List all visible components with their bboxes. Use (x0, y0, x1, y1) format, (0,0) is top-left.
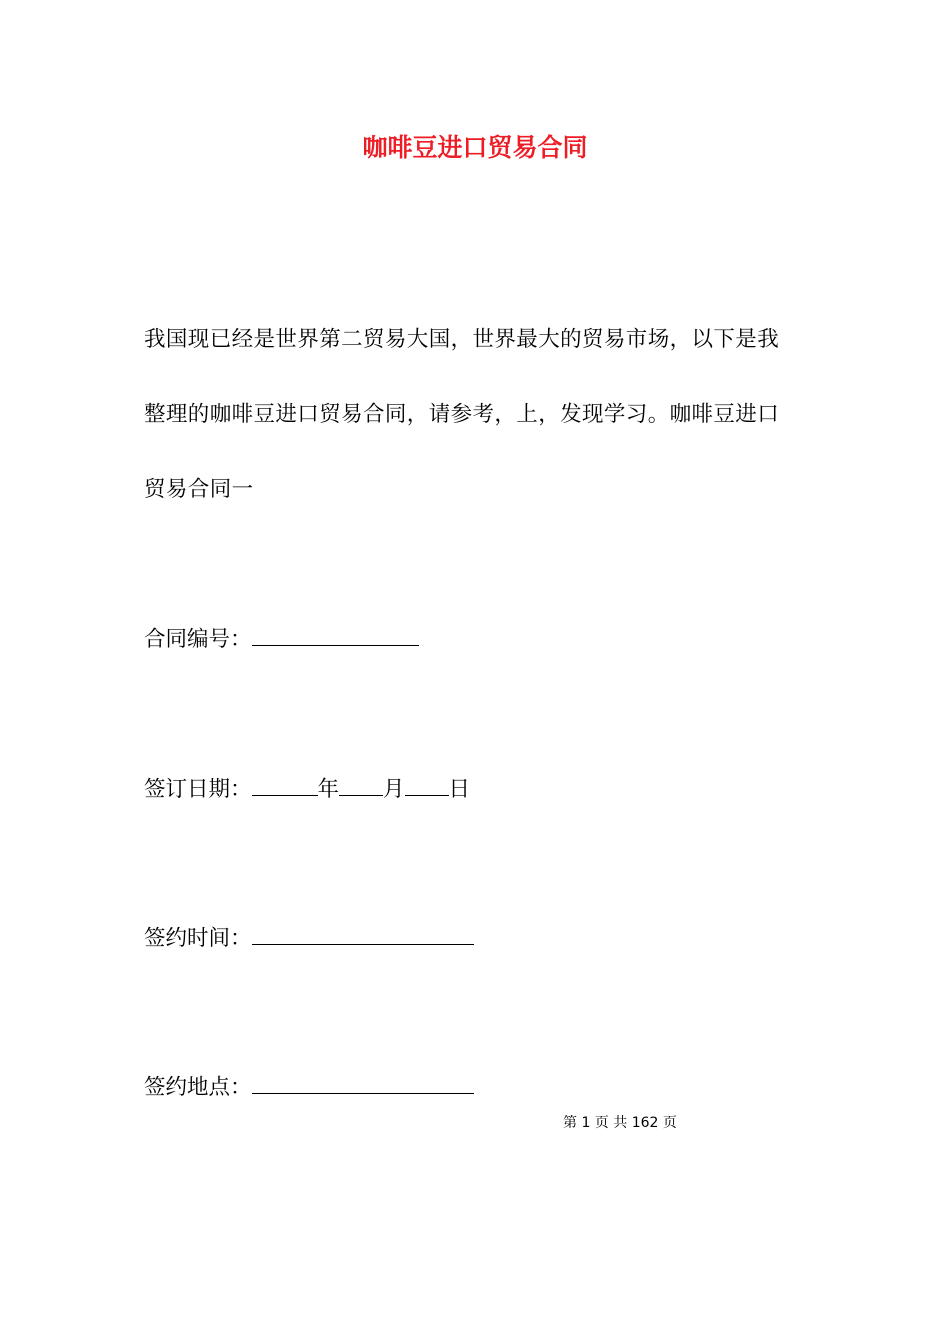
month-label: 月 (383, 777, 405, 802)
intro-line-3: 贸易合同一 (144, 477, 254, 502)
sign-date-label: 签订日期： (144, 777, 252, 802)
document-title: 咖啡豆进口贸易合同 (362, 133, 588, 162)
year-label: 年 (317, 777, 340, 802)
day-label: 日 (448, 777, 471, 802)
intro-line-2: 整理的咖啡豆进口贸易合同，请参考，上，发现学习。咖啡豆进口 (144, 402, 780, 427)
contract-number-blank (252, 623, 419, 646)
sign-place-blank (252, 1071, 474, 1094)
sign-time-blank (252, 922, 474, 945)
sign-date-field (144, 773, 470, 805)
sign-time-label: 签约时间： (144, 926, 252, 951)
intro-line-1: 我国现已经是世界第二贸易大国，世界最大的贸易市场，以下是我 (144, 327, 780, 352)
sign-date-year-blank (252, 773, 318, 796)
contract-number-field (144, 623, 419, 655)
sign-place-label: 签约地点： (144, 1075, 252, 1100)
sign-date-month-blank (339, 773, 383, 796)
contract-number-label: 合同编号： (144, 627, 252, 652)
sign-place-field (144, 1071, 474, 1103)
page-footer: 第 1 页 共 162 页 (563, 1115, 677, 1131)
sign-date-day-blank (405, 773, 449, 796)
sign-time-field (144, 922, 474, 954)
